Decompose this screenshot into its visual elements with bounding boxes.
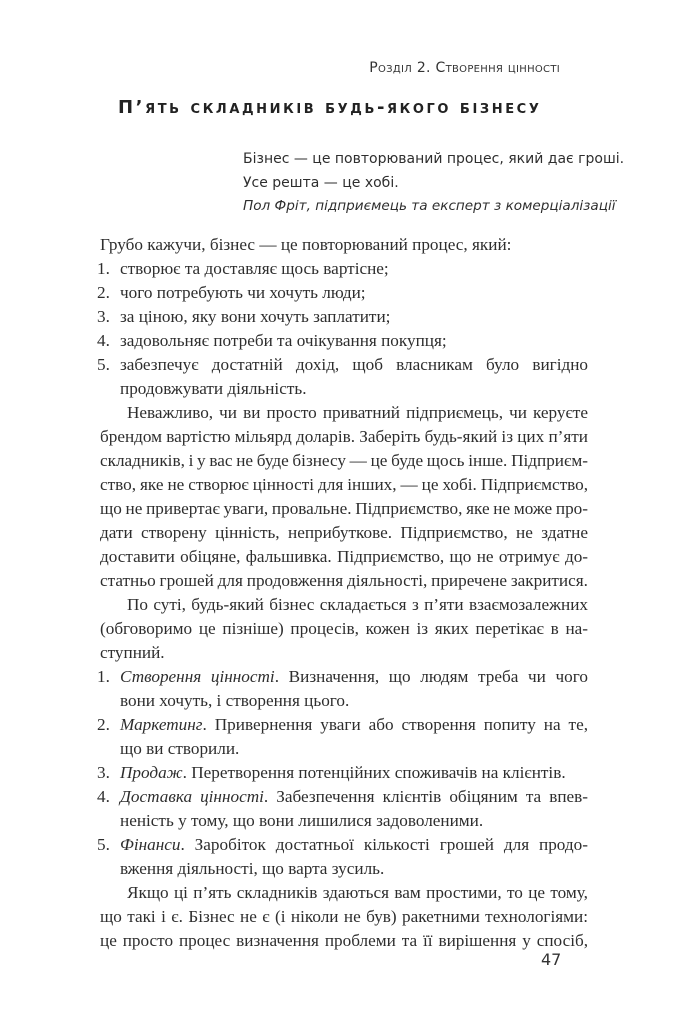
epigraph-line: Бізнес — це повторюваний процес, який дає гроші. xyxy=(243,151,625,167)
page-number: 47 xyxy=(541,950,562,969)
processes-list xyxy=(97,665,588,881)
line-text: це просто процес визначення проблеми та її вирішення у спосіб, xyxy=(100,931,589,950)
line-text: Неважливо, чи ви просто приватний підприємець, чи керуєте xyxy=(127,403,589,422)
list-number: 3. xyxy=(97,763,110,782)
line-text: ступний. xyxy=(100,643,165,662)
list-number: 3. xyxy=(97,307,110,326)
text-line xyxy=(100,881,588,905)
list-text: . Перетворення потенційних споживачів на клієнтів. xyxy=(182,763,566,782)
running-head: Розділ 2. Створення цінності xyxy=(369,60,560,76)
line-text: Якщо ці п’ять складників здаються вам простими, то це тому, xyxy=(127,883,588,902)
list-item xyxy=(97,281,588,305)
list-item-continuation xyxy=(100,377,588,401)
list-item xyxy=(97,353,589,377)
text-line xyxy=(100,593,588,617)
line-text: брендом вартістю мільярд доларів. Заберіть будь-який із цих п’яти xyxy=(100,427,588,446)
list-text: неність у тому, що вони лишилися задоволеними. xyxy=(120,811,484,830)
list-text: . Забезпечення клієнтів обіцяним та впев- xyxy=(263,787,588,806)
list-text: вження діяльності, що варта зусиль. xyxy=(120,859,385,878)
text-line xyxy=(100,497,588,521)
list-item xyxy=(97,785,588,809)
text-line xyxy=(100,521,588,545)
text-line xyxy=(100,401,588,425)
line-text: (обговоримо це пізніше) процесів, кожен із яких перетікає в на- xyxy=(100,619,589,638)
text-line xyxy=(100,473,588,497)
components-list xyxy=(97,257,589,401)
list-number: 1. xyxy=(97,259,110,278)
line-text: складників, і у вас не буде бізнесу — це буде щось інше. Підприєм- xyxy=(100,451,588,470)
list-term: Доставка цінності xyxy=(120,787,264,806)
line-text: що такі і є. Бізнес не є (і ніколи не був) ракетними технологіями: xyxy=(100,907,588,926)
list-text: . Заробіток достатньої кількості грошей для продо- xyxy=(180,835,588,854)
intro-line: Грубо кажучи, бізнес — це повторюваний процес, який: xyxy=(100,235,512,254)
epigraph xyxy=(243,148,625,219)
list-text: за ціною, яку вони хочуть заплатити; xyxy=(120,307,391,326)
list-item-continuation xyxy=(100,689,588,713)
text-line xyxy=(100,545,588,569)
epigraph-line: Усе решта — це хобі. xyxy=(243,174,399,191)
list-item-continuation xyxy=(100,737,588,761)
list-text: вони хочуть, і створення цього. xyxy=(120,691,350,710)
text-line xyxy=(100,569,588,593)
text-line xyxy=(100,449,588,473)
list-item xyxy=(97,761,588,785)
list-text: задовольняє потреби та очікування покупця; xyxy=(120,331,447,350)
list-number: 4. xyxy=(97,787,110,806)
paragraph xyxy=(100,593,588,665)
list-item xyxy=(97,665,588,689)
list-item xyxy=(97,713,588,737)
text-line xyxy=(100,641,588,665)
line-text: дати створену цінність, неприбуткове. Підприємство, не здатне xyxy=(100,523,588,542)
list-term: Фінанси xyxy=(120,835,181,854)
line-text: По суті, будь-який бізнес складається з п’яти взаємозалежних xyxy=(127,595,588,614)
text-line xyxy=(100,905,588,929)
list-term: Створення цінності xyxy=(120,667,275,686)
list-item xyxy=(97,257,588,281)
list-number: 5. xyxy=(97,835,110,854)
list-number: 1. xyxy=(97,667,110,686)
text-line xyxy=(100,929,588,953)
paragraph xyxy=(100,881,588,953)
line-text: доставити обіцяне, фальшивка. Підприємство, що не отримує до- xyxy=(100,547,589,566)
list-item-continuation xyxy=(100,857,588,881)
list-term: Продаж xyxy=(120,763,183,782)
line-text: статньо грошей для продовження діяльності, приречене закритися. xyxy=(100,571,588,590)
text-line xyxy=(100,425,588,449)
list-text: продовжувати діяльність. xyxy=(120,379,307,398)
list-item xyxy=(97,329,588,353)
list-number: 5. xyxy=(97,355,110,374)
list-item-continuation xyxy=(100,809,588,833)
line-text: що не привертає уваги, провальне. Підприємство, яке не може про- xyxy=(100,499,588,518)
list-term: Маркетинг xyxy=(120,715,203,734)
epigraph-attribution: Пол Фріт, підприємець та експерт з комерціалізації xyxy=(243,198,616,214)
list-text: забезпечує достатній дохід, щоб власникам було вигідно xyxy=(120,355,589,374)
paragraph xyxy=(100,401,588,593)
section-title: П’ять складників будь-якого бізнесу xyxy=(118,97,542,118)
text-line xyxy=(100,617,588,641)
list-number: 2. xyxy=(97,715,110,734)
list-text: . Визначення, що людям треба чи чого xyxy=(274,667,588,686)
list-text: . Привернення уваги або створення попиту на те, xyxy=(202,715,588,734)
list-item xyxy=(97,833,588,857)
body-text xyxy=(97,233,589,953)
list-number: 2. xyxy=(97,283,110,302)
list-text: що ви створили. xyxy=(120,739,240,758)
list-item xyxy=(97,305,588,329)
list-number: 4. xyxy=(97,331,110,350)
list-text: чого потребують чи хочуть люди; xyxy=(120,283,366,302)
list-text: створює та доставляє щось вартісне; xyxy=(120,259,389,278)
line-text: ство, яке не створює цінності для інших, — це хобі. Підприємство, xyxy=(100,475,589,494)
